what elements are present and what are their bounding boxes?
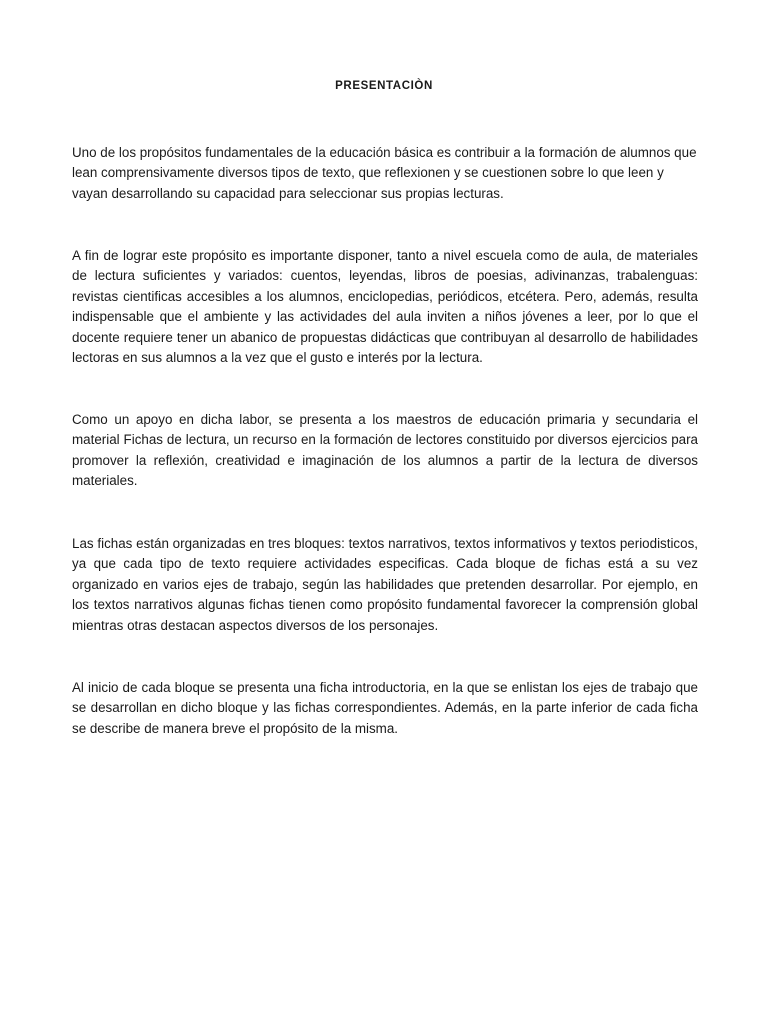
paragraph-materials: A fin de lograr este propósito es importante disponer, tanto a nivel escuela como de aula, de materiales de lectura suficientes y variados: cuentos, leyendas, libros de poesias, adivinanzas, trabalenguas: revistas cientificas accesibles a los alumnos, enciclopedias, periódicos, etcétera. Pero, además, resulta indispensable que el ambiente y las actividades del aula inviten a niños jóvenes a leer, por lo que el docente requiere tener un abanico de propuestas didácticas que contribuyan al desarrollo de habilidades lectoras en sus alumnos a la vez que el gusto e interés por la lectura. bbox=[72, 248, 698, 366]
paragraph-support: Como un apoyo en dicha labor, se presenta a los maestros de educación primaria y secundaria el material Fichas de lectura, un recurso en la formación de lectores constituido por diversos ejercicios para promover la reflexión, creatividad e imaginación de los alumnos a partir de la lectura de diversos materiales. bbox=[72, 412, 698, 489]
paragraph-purpose: Uno de los propósitos fundamentales de la educación básica es contribuir a la formación de alumnos que lean comprensivamente diversos tipos de texto, que reflexionen y se cuestionen sobre lo que leen y vayan desarrollando su capacidad para seleccionar sus propias lecturas. bbox=[72, 145, 697, 201]
paragraph-intro-card: Al inicio de cada bloque se presenta una ficha introductoria, en la que se enlistan los ejes de trabajo que se desarrollan en dicho bloque y las fichas correspondientes. Además, en la parte inferior de cada ficha se describe de manera breve el propósito de la misma. bbox=[72, 680, 698, 736]
paragraph-blocks: Las fichas están organizadas en tres bloques: textos narrativos, textos informativos y textos periodisticos, ya que cada tipo de texto requiere actividades especificas. Cada bloque de fichas está a su vez organizado en varios ejes de trabajo, según las habilidades que pretenden desarrollar. Por ejemplo, en los textos narrativos algunas fichas tienen como propósito fundamental favorecer la comprensión global mientras otras destacan aspectos diversos de los personajes. bbox=[72, 536, 698, 633]
document-title: PRESENTACIÒN bbox=[335, 80, 433, 92]
